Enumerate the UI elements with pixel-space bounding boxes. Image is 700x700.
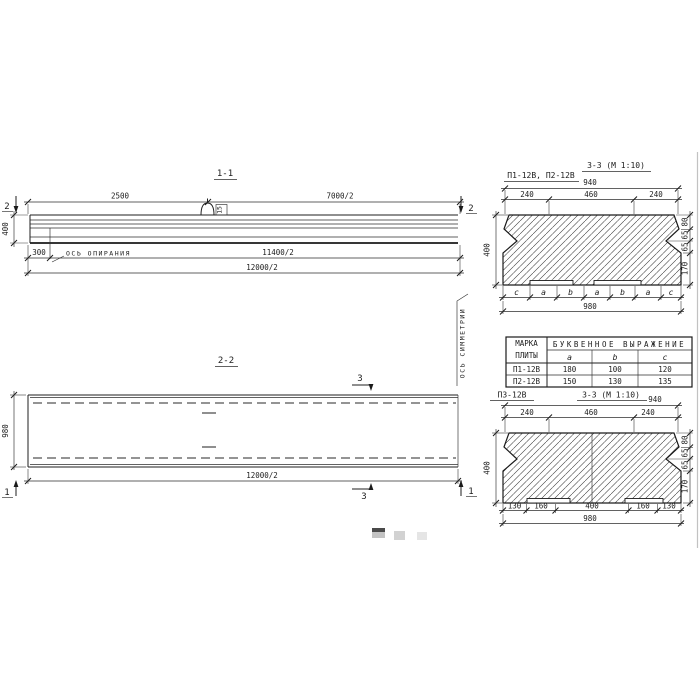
svg-text:240: 240 xyxy=(520,408,534,417)
table-col-b: b xyxy=(612,353,618,362)
svg-text:150: 150 xyxy=(562,377,577,386)
svg-text:b: b xyxy=(568,288,573,297)
svg-text:b: b xyxy=(620,288,625,297)
svg-text:65: 65 xyxy=(680,460,690,470)
svg-text:П2-12В: П2-12В xyxy=(512,377,541,386)
dim-label-300: 300 xyxy=(32,248,46,257)
svg-text:100: 100 xyxy=(608,365,622,374)
table-header-mark-1: МАРКА xyxy=(515,339,538,348)
dim-label-12000-2: 12000/2 xyxy=(246,471,278,480)
svg-text:c: c xyxy=(514,288,519,297)
dim-label-940: 940 xyxy=(583,178,597,187)
symmetry-axis-label: ОСЬ СИММЕТРИИ xyxy=(458,307,467,379)
svg-text:170: 170 xyxy=(680,479,690,494)
svg-text:c: c xyxy=(668,288,674,297)
svg-text:65: 65 xyxy=(680,448,690,458)
section-label: П3-12В xyxy=(497,390,527,400)
table-header-mark-2: ПЛИТЫ xyxy=(515,351,538,360)
svg-text:130: 130 xyxy=(608,377,622,386)
dim-label-11400-2: 11400/2 xyxy=(262,248,294,257)
bottom-recess xyxy=(530,281,573,286)
svg-text:80: 80 xyxy=(680,217,690,227)
svg-text:П1-12В: П1-12В xyxy=(512,365,541,374)
svg-text:980: 980 xyxy=(583,302,597,311)
svg-text:130: 130 xyxy=(662,501,676,511)
svg-text:a: a xyxy=(594,288,600,297)
view-title: 1-1 xyxy=(216,169,234,179)
svg-text:240: 240 xyxy=(641,408,655,417)
svg-text:240: 240 xyxy=(520,190,534,199)
svg-text:65: 65 xyxy=(680,242,690,252)
svg-text:80: 80 xyxy=(680,435,690,445)
svg-text:160: 160 xyxy=(534,501,548,511)
section-label: П1-12В, П2-12В xyxy=(507,171,575,180)
dim-label-12000-2: 12000/2 xyxy=(246,263,278,272)
loop-mark-label: 15 xyxy=(215,206,224,214)
svg-text:170: 170 xyxy=(680,261,690,276)
table-col-c: c xyxy=(662,353,668,362)
svg-text:3: 3 xyxy=(357,374,363,384)
svg-text:2: 2 xyxy=(468,204,474,214)
svg-text:2: 2 xyxy=(4,202,10,212)
dim-label-7000-2: 7000/2 xyxy=(326,191,354,201)
table-col-a: a xyxy=(567,353,572,362)
svg-text:120: 120 xyxy=(658,365,672,374)
svg-text:240: 240 xyxy=(649,190,663,199)
svg-text:160: 160 xyxy=(636,501,650,511)
table-group-header: БУКВЕННОЕ ВЫРАЖЕНИЕ xyxy=(552,340,687,349)
svg-text:400: 400 xyxy=(482,461,492,475)
svg-text:65: 65 xyxy=(680,230,690,240)
svg-text:460: 460 xyxy=(584,190,598,199)
svg-text:400: 400 xyxy=(585,501,599,511)
dim-label-940: 940 xyxy=(648,395,662,404)
section-title: 3-3 (М 1:10) xyxy=(587,161,645,170)
view-title: 2-2 xyxy=(217,356,235,366)
section-title: 3-3 (М 1:10) xyxy=(582,390,640,400)
svg-text:a: a xyxy=(541,288,546,297)
svg-text:400: 400 xyxy=(482,243,492,257)
section-body-hatched xyxy=(503,215,681,285)
dim-label-400: 400 xyxy=(1,222,10,236)
svg-text:980: 980 xyxy=(583,514,597,523)
svg-text:1: 1 xyxy=(4,488,10,498)
svg-text:a: a xyxy=(645,288,651,297)
svg-text:3: 3 xyxy=(361,492,367,502)
svg-text:1: 1 xyxy=(468,487,474,497)
support-axis-label: ОСЬ ОПИРАНИЯ xyxy=(66,249,131,258)
svg-text:180: 180 xyxy=(562,365,577,374)
bottom-recess xyxy=(594,281,641,286)
dim-label-2500: 2500 xyxy=(110,191,130,201)
svg-text:460: 460 xyxy=(584,408,598,417)
dim-label-980: 980 xyxy=(1,424,10,438)
svg-text:135: 135 xyxy=(658,377,672,386)
svg-text:130: 130 xyxy=(507,501,522,511)
